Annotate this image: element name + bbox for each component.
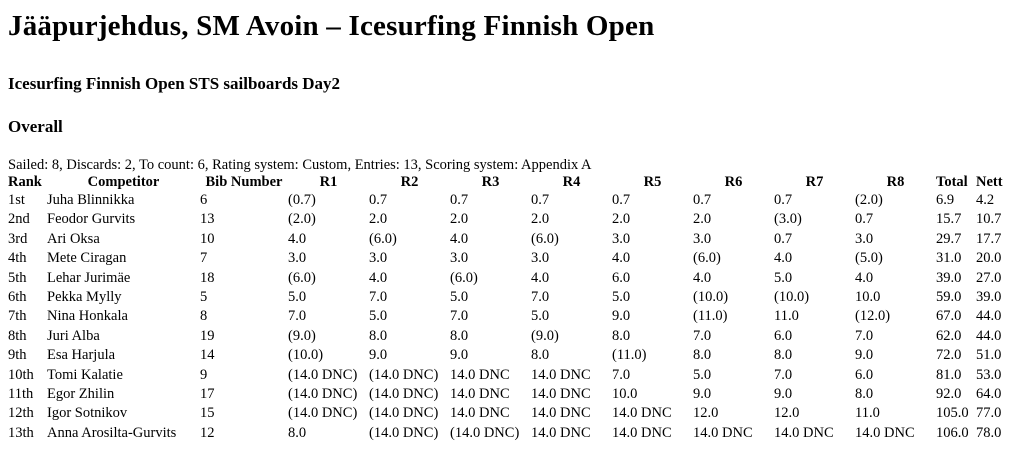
cell-r6: (11.0) <box>693 308 728 325</box>
cell-r7: 4.0 <box>774 250 793 267</box>
cell-r7: 8.0 <box>774 347 793 364</box>
cell-r3: 3.0 <box>450 250 469 267</box>
header-nett: Nett <box>976 174 1003 190</box>
cell-bib-number: 18 <box>200 269 215 286</box>
cell-r1: (6.0) <box>288 269 316 286</box>
cell-r6: 12.0 <box>693 405 719 422</box>
table-row <box>8 404 1016 423</box>
cell-bib-number: 17 <box>200 386 215 403</box>
cell-nett: 4.2 <box>976 192 995 208</box>
cell-bib-number: 5 <box>200 289 208 306</box>
cell-r2: 3.0 <box>369 250 388 267</box>
cell-r1: (14.0 DNC) <box>288 386 358 403</box>
cell-r4: 14.0 DNC <box>531 405 591 422</box>
header-r6: R6 <box>724 174 743 190</box>
cell-total: 39.0 <box>936 269 962 286</box>
cell-total: 81.0 <box>936 366 962 383</box>
table-row <box>8 385 1016 404</box>
cell-r6: (10.0) <box>693 289 729 306</box>
cell-rank: 5th <box>8 269 27 286</box>
cell-bib-number: 8 <box>200 308 208 325</box>
cell-r3: 14.0 DNC <box>450 366 510 383</box>
cell-r2: 0.7 <box>369 192 388 208</box>
cell-rank: 1st <box>8 192 25 208</box>
cell-r6: 9.0 <box>693 386 712 403</box>
cell-competitor: Juri Alba <box>47 327 100 344</box>
cell-r7: 6.0 <box>774 327 793 344</box>
cell-total: 59.0 <box>936 289 962 306</box>
cell-r1: (10.0) <box>288 347 324 364</box>
cell-r7: 11.0 <box>774 308 799 325</box>
cell-r7: 5.0 <box>774 269 793 286</box>
page-title: Jääpurjehdus, SM Avoin – Icesurfing Finnish Open <box>8 10 655 42</box>
cell-r8: 6.0 <box>855 366 874 383</box>
cell-bib-number: 14 <box>200 347 215 364</box>
table-row <box>8 288 1016 307</box>
cell-r4: 2.0 <box>531 211 550 228</box>
cell-r7: (3.0) <box>774 211 802 228</box>
header-r1: R1 <box>319 174 338 190</box>
cell-r1: (9.0) <box>288 327 316 344</box>
cell-r4: (6.0) <box>531 230 559 247</box>
cell-r5: 14.0 DNC <box>612 405 672 422</box>
header-r7: R7 <box>805 174 824 190</box>
cell-total: 62.0 <box>936 327 962 344</box>
cell-r1: (2.0) <box>288 211 316 228</box>
cell-bib-number: 6 <box>200 192 208 208</box>
cell-r5: 2.0 <box>612 211 631 228</box>
cell-competitor: Anna Arosilta-Gurvits <box>47 424 177 441</box>
cell-rank: 3rd <box>8 230 28 247</box>
cell-r6: 5.0 <box>693 366 712 383</box>
cell-r8: (5.0) <box>855 250 883 267</box>
header-r8: R8 <box>886 174 905 190</box>
cell-r3: 9.0 <box>450 347 469 364</box>
cell-r3: 14.0 DNC <box>450 405 510 422</box>
table-row <box>8 424 1016 443</box>
cell-r8: 7.0 <box>855 327 874 344</box>
cell-total: 6.9 <box>936 192 955 208</box>
cell-r6: 7.0 <box>693 327 712 344</box>
cell-total: 15.7 <box>936 211 962 228</box>
header-bib-number: Bib Number <box>205 174 283 190</box>
cell-r3: (14.0 DNC) <box>450 424 520 441</box>
cell-r7: (10.0) <box>774 289 810 306</box>
cell-r7: 14.0 DNC <box>774 424 834 441</box>
cell-r3: 5.0 <box>450 289 469 306</box>
cell-r4: 14.0 DNC <box>531 424 591 441</box>
cell-bib-number: 10 <box>200 230 215 247</box>
cell-r1: (14.0 DNC) <box>288 366 358 383</box>
cell-r5: 8.0 <box>612 327 631 344</box>
cell-total: 31.0 <box>936 250 962 267</box>
table-row <box>8 366 1016 385</box>
table-row <box>8 346 1016 365</box>
cell-r4: 14.0 DNC <box>531 386 591 403</box>
cell-nett: 27.0 <box>976 269 1002 286</box>
cell-r5: 10.0 <box>612 386 638 403</box>
table-header-row <box>8 174 1016 191</box>
cell-r5: 3.0 <box>612 230 631 247</box>
cell-r1: 8.0 <box>288 424 307 441</box>
cell-r3: (6.0) <box>450 269 478 286</box>
cell-r2: (14.0 DNC) <box>369 424 439 441</box>
cell-nett: 51.0 <box>976 347 1002 364</box>
table-row <box>8 210 1016 229</box>
cell-competitor: Esa Harjula <box>47 347 116 364</box>
cell-bib-number: 13 <box>200 211 215 228</box>
cell-r2: (14.0 DNC) <box>369 405 439 422</box>
cell-r2: 9.0 <box>369 347 388 364</box>
cell-total: 29.7 <box>936 230 962 247</box>
cell-r4: 7.0 <box>531 289 550 306</box>
cell-rank: 13th <box>8 424 34 441</box>
cell-r4: (9.0) <box>531 327 559 344</box>
cell-r2: 5.0 <box>369 308 388 325</box>
header-r2: R2 <box>400 174 419 190</box>
cell-total: 67.0 <box>936 308 962 325</box>
cell-competitor: Ari Oksa <box>47 230 100 247</box>
cell-r3: 0.7 <box>450 192 469 208</box>
event-subtitle: Icesurfing Finnish Open STS sailboards Day2 <box>8 74 341 93</box>
cell-r6: 8.0 <box>693 347 712 364</box>
cell-bib-number: 12 <box>200 424 215 441</box>
cell-r2: (6.0) <box>369 230 397 247</box>
header-r3: R3 <box>481 174 500 190</box>
cell-r6: 4.0 <box>693 269 712 286</box>
cell-r2: 8.0 <box>369 327 388 344</box>
results-body <box>8 191 1016 443</box>
cell-r8: 4.0 <box>855 269 874 286</box>
cell-r1: 5.0 <box>288 289 307 306</box>
cell-bib-number: 9 <box>200 366 208 383</box>
cell-total: 72.0 <box>936 347 962 364</box>
header-r4: R4 <box>562 174 581 190</box>
cell-r4: 8.0 <box>531 347 550 364</box>
cell-r5: (11.0) <box>612 347 647 364</box>
table-row <box>8 307 1016 326</box>
cell-competitor: Tomi Kalatie <box>47 366 123 383</box>
cell-r8: 9.0 <box>855 347 874 364</box>
table-row <box>8 191 1016 210</box>
cell-r8: 11.0 <box>855 405 880 422</box>
cell-r3: 4.0 <box>450 230 469 247</box>
cell-r2: 4.0 <box>369 269 388 286</box>
cell-total: 105.0 <box>936 405 969 422</box>
cell-rank: 2nd <box>8 211 30 228</box>
table-row <box>8 269 1016 288</box>
cell-r8: 3.0 <box>855 230 874 247</box>
cell-nett: 78.0 <box>976 424 1002 441</box>
cell-r2: (14.0 DNC) <box>369 366 439 383</box>
results-summary: Sailed: 8, Discards: 2, To count: 6, Rating system: Custom, Entries: 13, Scoring system: Appendix A <box>8 157 592 173</box>
cell-nett: 44.0 <box>976 327 1002 344</box>
table-row <box>8 249 1016 268</box>
cell-r6: 0.7 <box>693 192 712 208</box>
cell-competitor: Feodor Gurvits <box>47 211 136 228</box>
cell-competitor: Lehar Jurimäe <box>47 269 131 286</box>
cell-total: 106.0 <box>936 424 969 441</box>
cell-r2: 7.0 <box>369 289 388 306</box>
cell-r4: 0.7 <box>531 192 550 208</box>
cell-rank: 7th <box>8 308 27 325</box>
cell-r3: 14.0 DNC <box>450 386 510 403</box>
cell-r4: 5.0 <box>531 308 550 325</box>
cell-competitor: Egor Zhilin <box>47 386 115 403</box>
cell-r1: 4.0 <box>288 230 307 247</box>
cell-nett: 10.7 <box>976 211 1002 228</box>
cell-bib-number: 7 <box>200 250 208 267</box>
cell-r3: 8.0 <box>450 327 469 344</box>
cell-r5: 5.0 <box>612 289 631 306</box>
cell-r6: 3.0 <box>693 230 712 247</box>
cell-r8: 8.0 <box>855 386 874 403</box>
cell-r5: 4.0 <box>612 250 631 267</box>
cell-r5: 6.0 <box>612 269 631 286</box>
results-table <box>8 174 1016 443</box>
cell-r5: 0.7 <box>612 192 631 208</box>
cell-r1: (0.7) <box>288 192 316 208</box>
cell-rank: 10th <box>8 366 34 383</box>
table-row <box>8 327 1016 346</box>
cell-total: 92.0 <box>936 386 962 403</box>
cell-competitor: Pekka Mylly <box>47 289 122 306</box>
cell-bib-number: 19 <box>200 327 215 344</box>
cell-r5: 7.0 <box>612 366 631 383</box>
cell-bib-number: 15 <box>200 405 215 422</box>
cell-r4: 4.0 <box>531 269 550 286</box>
cell-rank: 8th <box>8 327 27 344</box>
cell-r8: (12.0) <box>855 308 891 325</box>
cell-rank: 4th <box>8 250 27 267</box>
cell-r3: 7.0 <box>450 308 469 325</box>
cell-r7: 0.7 <box>774 192 793 208</box>
cell-rank: 12th <box>8 405 34 422</box>
cell-r7: 12.0 <box>774 405 800 422</box>
cell-r1: (14.0 DNC) <box>288 405 358 422</box>
cell-r1: 3.0 <box>288 250 307 267</box>
cell-r4: 14.0 DNC <box>531 366 591 383</box>
cell-rank: 6th <box>8 289 27 306</box>
cell-r8: 0.7 <box>855 211 874 228</box>
cell-r7: 9.0 <box>774 386 793 403</box>
cell-competitor: Nina Honkala <box>47 308 128 325</box>
cell-r2: 2.0 <box>369 211 388 228</box>
cell-competitor: Juha Blinnikka <box>47 192 135 208</box>
cell-nett: 77.0 <box>976 405 1002 422</box>
cell-r5: 9.0 <box>612 308 631 325</box>
cell-r8: (2.0) <box>855 192 883 208</box>
header-rank: Rank <box>8 174 42 190</box>
cell-r8: 10.0 <box>855 289 881 306</box>
cell-r7: 7.0 <box>774 366 793 383</box>
cell-r7: 0.7 <box>774 230 793 247</box>
header-r5: R5 <box>643 174 662 190</box>
page <box>0 8 1003 443</box>
cell-r2: (14.0 DNC) <box>369 386 439 403</box>
cell-nett: 17.7 <box>976 230 1002 247</box>
cell-competitor: Mete Ciragan <box>47 250 127 267</box>
cell-nett: 20.0 <box>976 250 1002 267</box>
cell-nett: 44.0 <box>976 308 1002 325</box>
cell-r3: 2.0 <box>450 211 469 228</box>
cell-r6: 2.0 <box>693 211 712 228</box>
cell-r4: 3.0 <box>531 250 550 267</box>
cell-rank: 11th <box>8 386 34 403</box>
section-heading: Overall <box>8 117 63 136</box>
header-total: Total <box>936 174 968 190</box>
cell-competitor: Igor Sotnikov <box>47 405 128 422</box>
cell-rank: 9th <box>8 347 27 364</box>
cell-r5: 14.0 DNC <box>612 424 672 441</box>
cell-nett: 64.0 <box>976 386 1002 403</box>
cell-nett: 39.0 <box>976 289 1002 306</box>
cell-r8: 14.0 DNC <box>855 424 915 441</box>
table-row <box>8 230 1016 249</box>
cell-r1: 7.0 <box>288 308 307 325</box>
header-competitor: Competitor <box>87 174 160 190</box>
cell-r6: (6.0) <box>693 250 721 267</box>
cell-nett: 53.0 <box>976 366 1002 383</box>
cell-r6: 14.0 DNC <box>693 424 753 441</box>
